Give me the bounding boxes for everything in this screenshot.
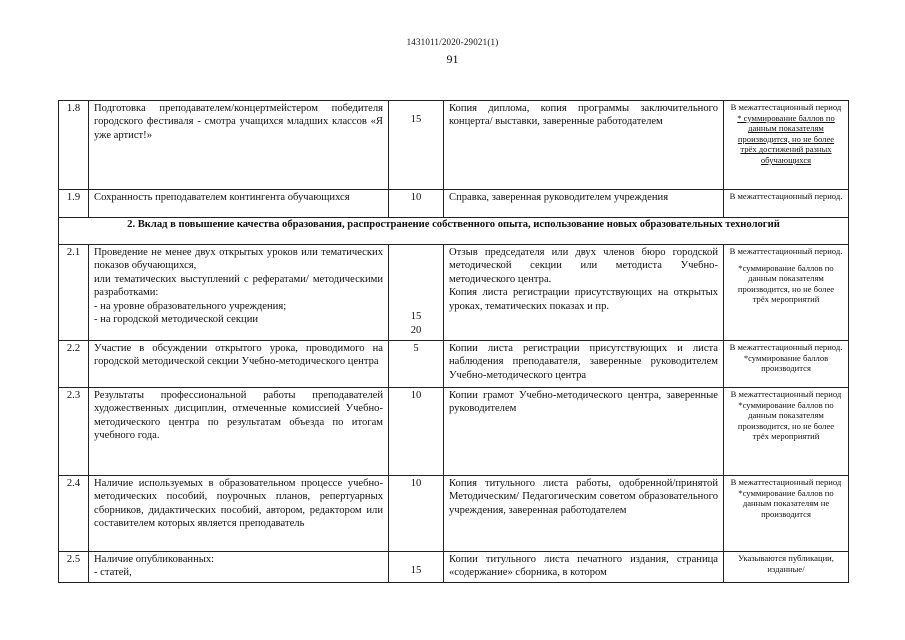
note-text: * суммирование баллов по данным показателям производится, но не более трёх достижений разных обучающихся [737, 112, 835, 165]
criterion-description: Результаты профессиональной работы преподавателей художественных дисциплин, отмеченные комиссией Учебно-методического центра по результатам объезда по итогам учебного года. [89, 388, 389, 476]
points-cell [389, 552, 444, 583]
description-line: или тематических выступлений с рефератами/ методическими разработками: [94, 273, 383, 299]
description-line: - на уровне образовательного учреждения; [94, 300, 287, 312]
document-line: Копия листа регистрации присутствующих на открытых уроках, тематических показах и пр. [449, 287, 718, 312]
note-text: В межаттестационный период [730, 389, 842, 399]
criterion-description [89, 245, 389, 341]
section-row [59, 218, 849, 245]
document-id: 1431011/2020-29021(1) [406, 37, 499, 47]
confirming-document: Копия титульного листа работы, одобренной/принятой Методическим/ Педагогическим советом образовательного учреждения, заверенная работодателем [444, 476, 724, 552]
confirming-document [444, 245, 724, 341]
points-value: 15 [410, 565, 422, 576]
confirming-document: Копии листа регистрации присутствующих и листа наблюдения преподавателя, заверенные руководителем Учебно-методического центра [444, 341, 724, 388]
row-number: 1.9 [59, 190, 89, 218]
description-line: Наличие опубликованных: [94, 554, 215, 565]
points-cell [389, 101, 444, 190]
points-value: 10 [389, 388, 444, 476]
description-line: - статей, [94, 567, 132, 579]
table-row [59, 388, 849, 476]
note-text: *суммирование баллов по данным показателям не производится [738, 487, 834, 519]
criterion-description: Участие в обсуждении открытого урока, проводимого на городской методической секции Учебно-методического центра [89, 341, 389, 388]
note-text: *суммирование баллов производится [743, 352, 829, 374]
table-row [59, 190, 849, 218]
table-row [59, 101, 849, 190]
page-number: 91 [446, 52, 459, 66]
table-row [59, 341, 849, 388]
note-text: *суммирование баллов по данным показателям производится, но не более трёх мероприятий [737, 262, 835, 305]
points-value: 5 [389, 341, 444, 388]
points-value: 10 [389, 476, 444, 552]
row-number: 2.3 [59, 388, 89, 476]
points-value: 15 [410, 114, 422, 125]
description-line: Проведение не менее двух открытых уроков или тематических показов обучающихся, [94, 247, 383, 272]
row-number: 2.2 [59, 341, 89, 388]
criterion-description [89, 552, 389, 583]
table-row [59, 245, 849, 341]
note-cell [724, 245, 849, 341]
row-number: 2.1 [59, 245, 89, 341]
note-text: В межаттестационный период [730, 102, 842, 112]
note-text: *суммирование баллов по данным показателям производится, но не более трёх мероприятий [737, 399, 835, 442]
note-text: Указываются публикации, изданные/ [724, 552, 849, 583]
document-line: Отзыв председателя или двух членов бюро городской методической секции или методиста Учебно-методического центра. [449, 247, 718, 285]
note-text: В межаттестационный период. [729, 246, 843, 256]
points-value: 20 [410, 324, 422, 336]
confirming-document: Копия диплома, копия программы заключительного концерта/ выставки, заверенные работодателем [444, 101, 724, 190]
note-cell [724, 388, 849, 476]
note-cell [724, 101, 849, 190]
points-value: 15 [410, 311, 422, 323]
table-row [59, 552, 849, 583]
table-row [59, 476, 849, 552]
row-number: 2.4 [59, 476, 89, 552]
criterion-description: Наличие используемых в образовательном процессе учебно-методических пособий, поурочных планов, репертуарных сборников, дидактических пособий, автором, редактором или составителем которых является преподаватель [89, 476, 389, 552]
section-heading: 2. Вклад в повышение качества образования, распространение собственного опыта, использование новых образовательных технологий [59, 218, 849, 245]
criteria-table [58, 100, 849, 583]
confirming-document: Копии грамот Учебно-методического центра, заверенные руководителем [444, 388, 724, 476]
criterion-description: Сохранность преподавателем контингента обучающихся [89, 190, 389, 218]
row-number: 2.5 [59, 552, 89, 583]
description-line: - на городской методической секции [94, 314, 259, 326]
note-cell [724, 476, 849, 552]
points-cell [389, 245, 444, 341]
criterion-description: Подготовка преподавателем/концертмейстером победителя городского фестиваля - смотра учащихся младших классов «Я уже артист!» [89, 101, 389, 190]
note-text: В межаттестационный период [730, 477, 842, 487]
confirming-document: Справка, заверенная руководителем учреждения [444, 190, 724, 218]
confirming-document: Копии титульного листа печатного издания, страница «содержание» сборника, в котором [444, 552, 724, 583]
note-text: В межаттестационный период. [724, 190, 849, 218]
note-cell [724, 341, 849, 388]
row-number: 1.8 [59, 101, 89, 190]
points-value: 10 [389, 190, 444, 218]
note-text: В межаттестационный период. [729, 342, 843, 352]
